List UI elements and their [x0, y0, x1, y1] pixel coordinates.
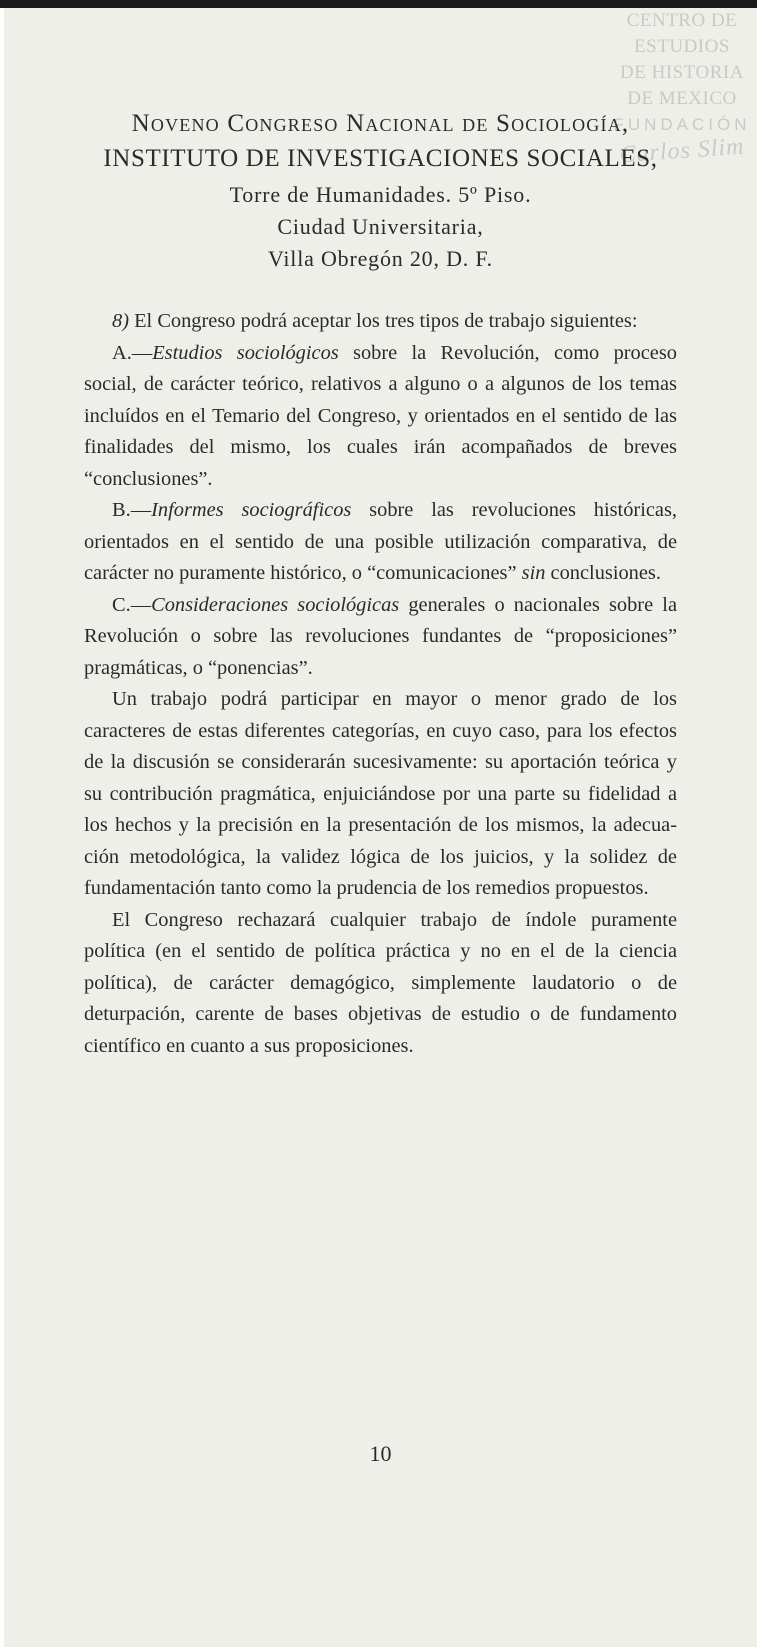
- item-title: Consideraciones sociológicas: [151, 593, 400, 616]
- paragraph-b: [84, 495, 677, 590]
- page-top-edge: [0, 0, 757, 8]
- stamp-line: DE HISTORIA: [620, 62, 744, 83]
- item-title: Informes sociográficos: [151, 499, 352, 521]
- paragraph-text: El Congreso podrá aceptar los tres tipos de trabajo siguientes:: [129, 310, 638, 332]
- institute-name: INSTITUTO DE INVESTIGACIONES SOCIALES,: [103, 145, 658, 172]
- address-line-2: Ciudad Universitaria,: [277, 214, 484, 239]
- paragraph-8: [84, 306, 677, 338]
- paragraph-c: [84, 590, 677, 685]
- item-label: B.—: [112, 499, 152, 521]
- paragraph-text: sobre las revoluciones históricas, orientados en el sentido de una posible utilización comparativa, de carácter no puramente histórico, o “comunicaciones”: [84, 499, 678, 584]
- stamp-line: ESTUDIOS: [634, 36, 730, 57]
- paragraph-text: generales o nacionales sobre la Revolución o sobre las revoluciones fundantes de “proposiciones” pragmáticas, o “ponencias”.: [84, 593, 677, 679]
- page-number: 10: [369, 1441, 392, 1466]
- address-line-3: Villa Obregón 20, D. F.: [268, 246, 493, 271]
- paragraph-mixed-works: Un trabajo podrá participar en mayor o menor grado de los caracteres de estas diferentes categorías, en cuyo caso, para los efectos de la discusión se considerarán sucesivamente: su aportación teórica y su contribución pragmática, enjuiciándose por una parte su fidelidad a los hechos y la precisión en la presentación de los mismos, la adecuación metodológica, la validez lógica de los juicios, y la solidez de fundamentación tanto como la prudencia de los remedios propuestos.: [84, 688, 677, 899]
- paragraph-rejection: El Congreso rechazará cualquier trabajo de índole puramente política (en el sentido de política práctica y no en el de la ciencia política), de carácter demagógico, simplemente laudatorio o de deturpación, carente de bases objetivas de estudio o de fundamento científico en cuanto a sus proposiciones.: [84, 908, 677, 1057]
- item-label: A.—: [112, 341, 153, 364]
- paragraph-text: conclusiones.: [545, 562, 661, 584]
- congress-title: Noveno Congreso Nacional de Sociología,: [131, 110, 630, 137]
- stamp-line: CENTRO DE: [626, 10, 738, 31]
- address-line-1: Torre de Humanidades. 5º Piso.: [229, 182, 532, 207]
- item-title: Estudios sociológicos: [152, 341, 339, 364]
- item-number: 8): [112, 310, 129, 332]
- archive-stamp: [607, 8, 757, 169]
- document-page: [4, 8, 757, 1647]
- paragraph-a: [84, 338, 677, 496]
- emphasis-word: sin: [521, 562, 546, 584]
- document-body: [84, 306, 677, 1062]
- item-label: C.—: [112, 593, 152, 616]
- paragraph-text: sobre la Revolución, como proceso social, de carácter teórico, relativos a alguno o a algunos de los temas incluídos en el Temario del Congreso, y orientados en el sentido de las finalidades del mismo, los cuales irán acompañados de breves “conclusiones”.: [84, 341, 677, 490]
- stamp-line: DE MEXICO: [627, 88, 737, 109]
- stamp-foundation: FUNDACIÓN: [613, 115, 751, 134]
- stamp-signature: Carlos Slim: [618, 133, 746, 169]
